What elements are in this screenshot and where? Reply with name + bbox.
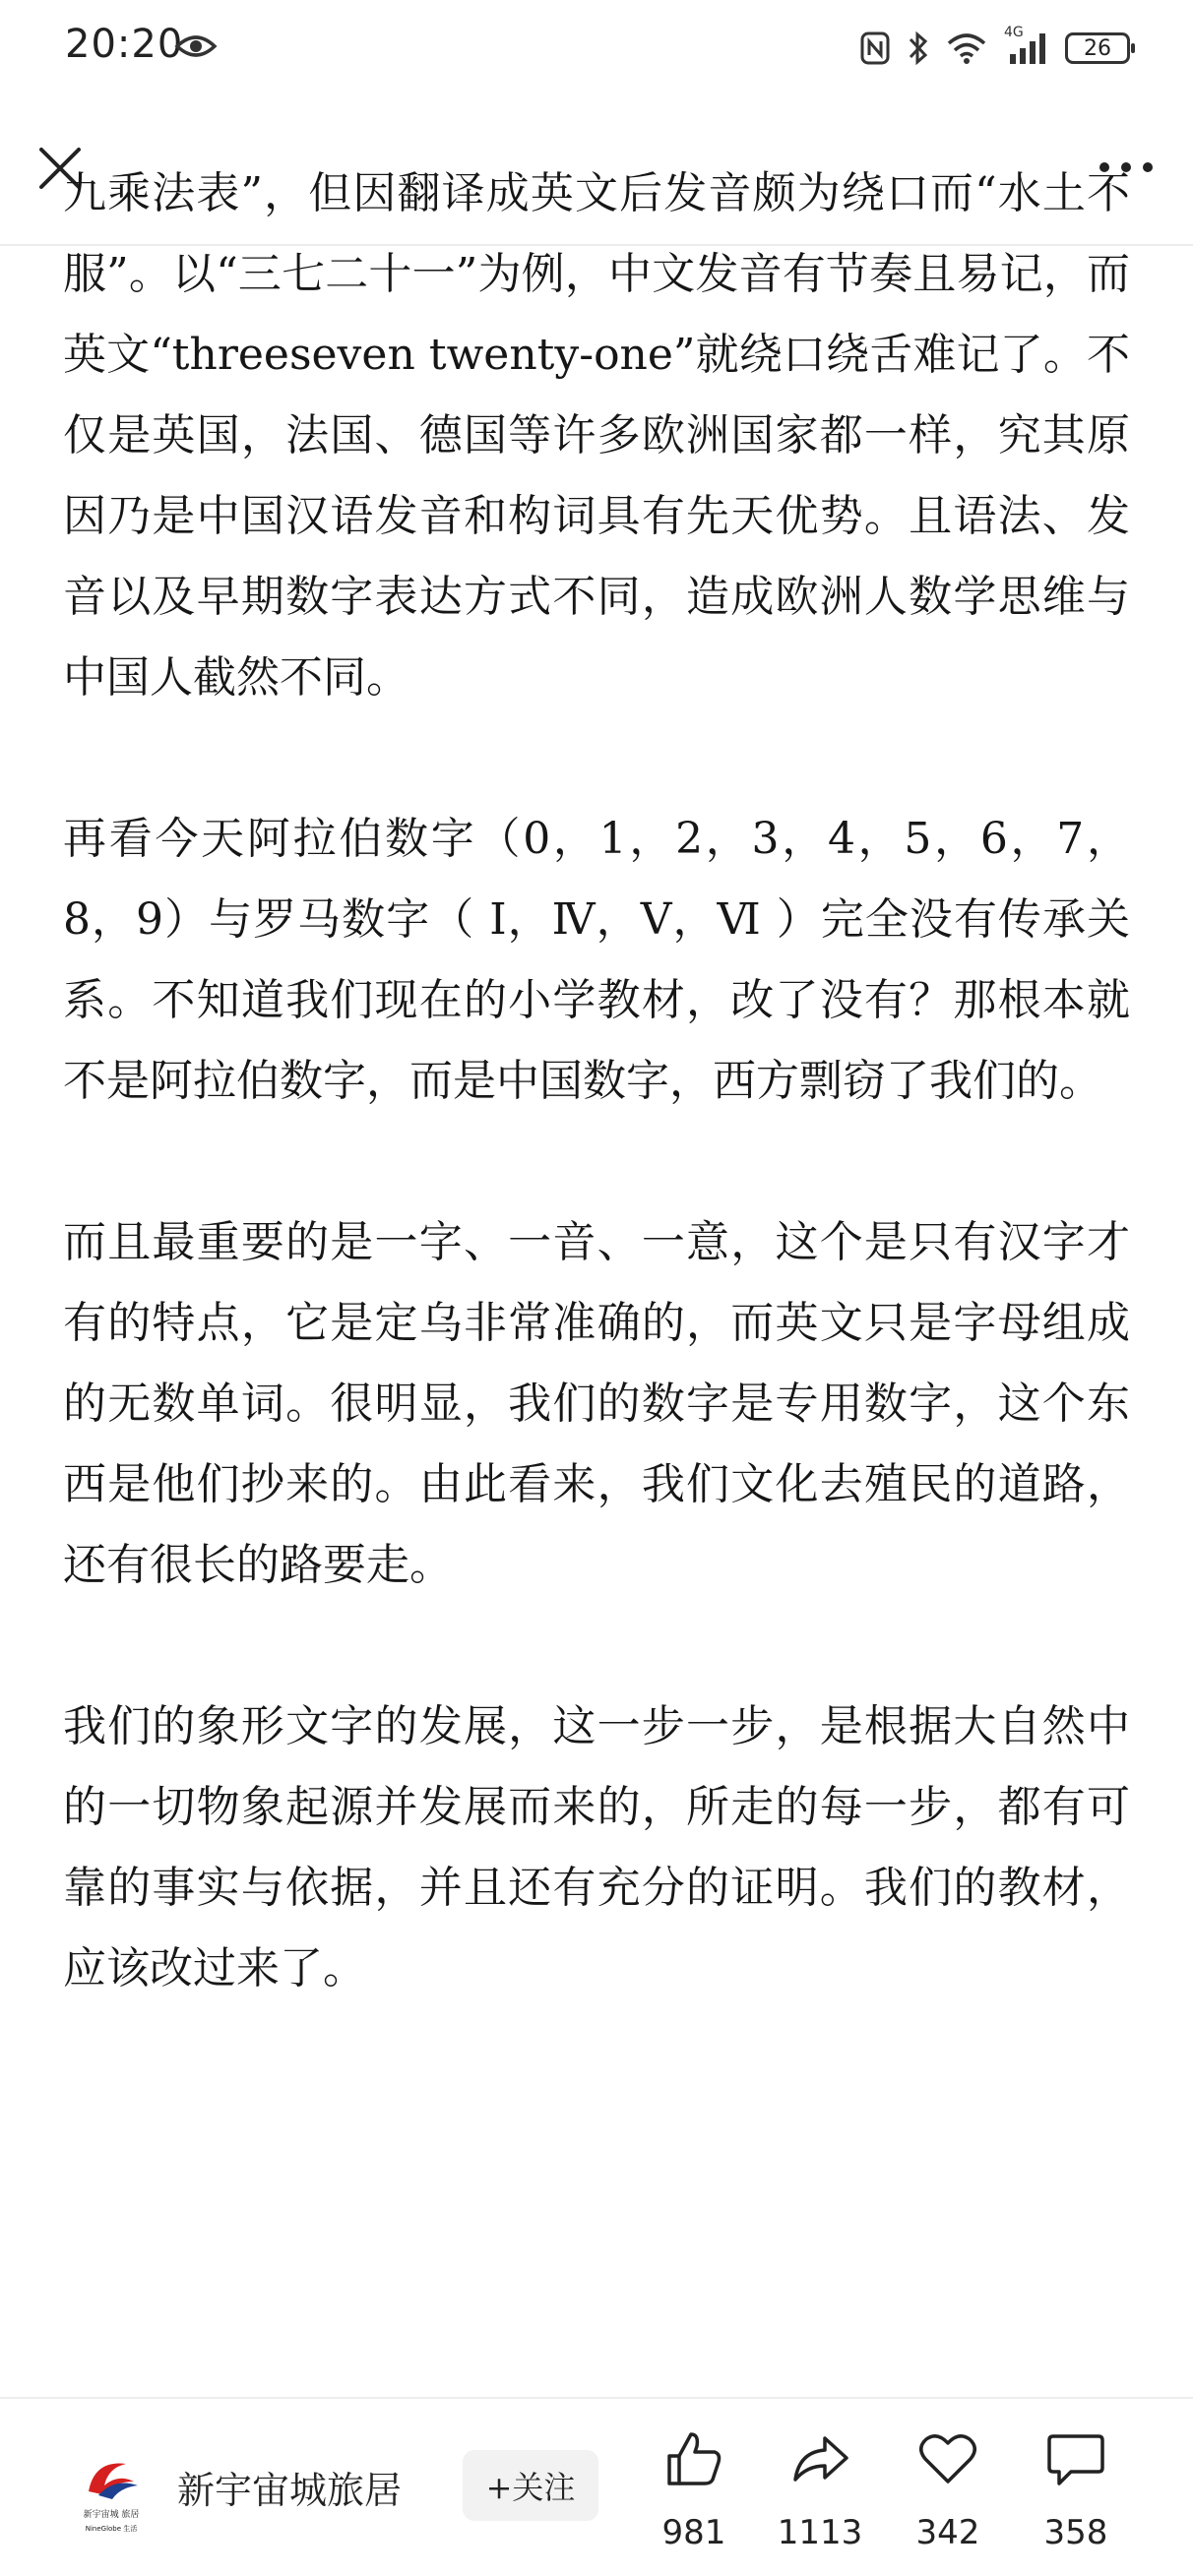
thumbs-up-icon (663, 2428, 724, 2489)
battery-level: 26 (1084, 35, 1111, 61)
signal-icon (1004, 31, 1047, 66)
battery-indicator (1065, 32, 1130, 64)
author-logo-icon[interactable] (69, 2452, 154, 2537)
logo-text-bottom: NineGlobe 生活 (85, 2525, 138, 2533)
article-body (63, 168, 1130, 2387)
heart-icon (917, 2428, 978, 2489)
paragraph-gap (63, 718, 1130, 799)
comment-count: 358 (1043, 2513, 1108, 2552)
article-paragraph: 九乘法表”，但因翻译成英文后发音颇为绕口而“水土不服”。以“三七二十一”为例，中文发音有节奏且易记，而英文“threeseven twenty-one”就绕口绕舌难记了。不仅是英国，法国、德国等许多欧洲国家都一样，究其原因乃是中国汉语发音和构词具有先天优势。且语法、发音以及早期数字表达方式不同，造成欧洲人数学思维与中国人截然不同。 (63, 168, 1130, 703)
like-count: 981 (661, 2513, 726, 2552)
comment-button[interactable] (1022, 2428, 1130, 2566)
like-button[interactable] (640, 2428, 748, 2566)
favorite-button[interactable] (894, 2428, 1002, 2566)
article-paragraph: 而且最重要的是一字、一音、一意，这个是只有汉字才有的特点，它是定乌非常准确的，而英文只是字母组成的无数单词。很明显，我们的数字是专用数字，这个东西是他们抄来的。由此看来，我们文化去殖民的道路，还有很长的路要走。 (63, 1217, 1130, 1590)
share-icon (789, 2428, 850, 2489)
comment-icon (1045, 2428, 1106, 2489)
signal-indicator (1004, 25, 1047, 66)
status-bar (0, 0, 1193, 98)
bluetooth-icon (908, 31, 929, 66)
author-name[interactable]: 新宇宙城旅居 (177, 2469, 403, 2512)
article-paragraph: 我们的象形文字的发展，这一步一步，是根据大自然中的一切物象起源并发展而来的，所走的每一步，都有可靠的事实与依据，并且还有充分的证明。我们的教材，应该改过来了。 (63, 1701, 1130, 1993)
paragraph-gap (63, 1122, 1130, 1202)
status-time: 20:20 (65, 22, 184, 67)
logo-text-top: 新宇宙城 旅居 (83, 2510, 140, 2520)
wifi-icon (947, 32, 986, 64)
eye-icon (175, 31, 217, 61)
nfc-icon (860, 31, 890, 65)
network-type: 4G (1004, 25, 1024, 40)
favorite-count: 342 (915, 2513, 980, 2552)
share-count: 1113 (777, 2513, 863, 2552)
paragraph-gap (63, 1606, 1130, 1687)
article-paragraph: 再看今天阿拉伯数字（0，1，2，3，4，5，6，7，8，9）与罗马数字（ Ⅰ，Ⅳ，Ⅴ，Ⅵ ）完全没有传承关系。不知道我们现在的小学教材，改了没有？那根本就不是阿拉伯数字，而是中国数字，西方剽窃了我们的。 (63, 814, 1130, 1106)
follow-button[interactable]: +关注 (463, 2450, 598, 2521)
share-button[interactable] (766, 2428, 874, 2566)
bottom-action-bar (0, 2397, 1193, 2576)
status-icons (860, 26, 1130, 71)
